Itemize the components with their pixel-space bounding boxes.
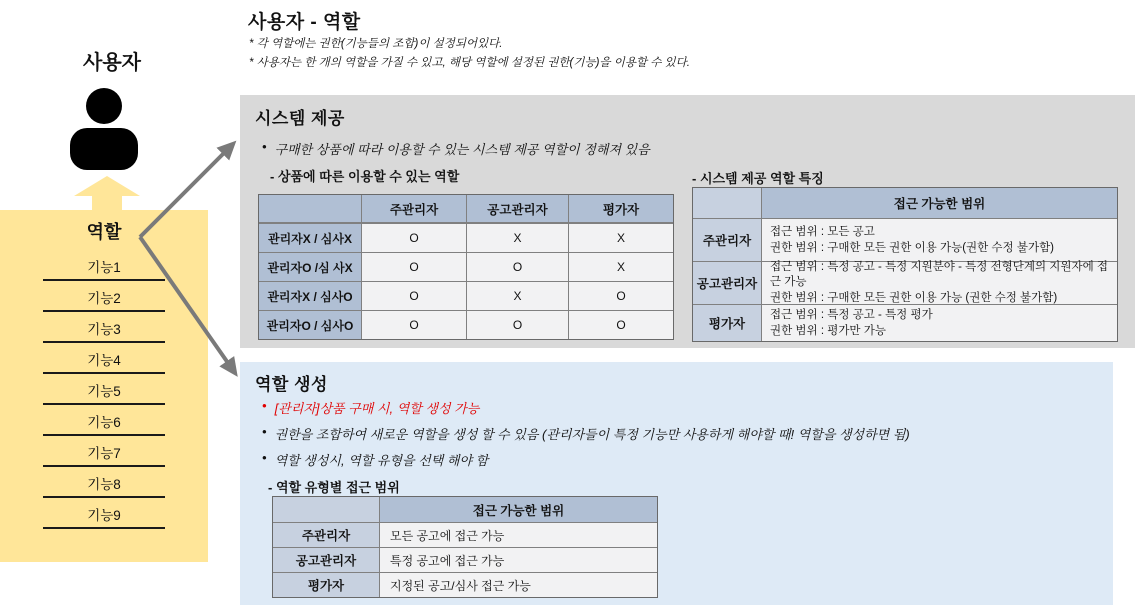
- page-title: 사용자 - 역할: [248, 12, 361, 33]
- function-item: 기능7: [43, 436, 165, 467]
- role-box-title: 역할: [86, 222, 122, 242]
- product-cell: O: [362, 282, 466, 310]
- create-panel-title: 역할 생성: [255, 375, 328, 394]
- feature-line: 권한 범위 : 구매한 모든 권한 이용 가능(권한 수정 불가함): [770, 241, 1055, 254]
- bullet-marker: •: [262, 450, 267, 465]
- feature-table-header: 접근 가능한 범위: [762, 188, 1117, 218]
- user-label: 사용자: [83, 52, 141, 74]
- type-row-label: 주관리자: [273, 523, 379, 547]
- function-item: 기능3: [43, 312, 165, 343]
- person-icon: [70, 88, 138, 170]
- feature-line: 접근 범위 : 특정 공고 - 특정 평가: [770, 308, 933, 321]
- function-item: 기능6: [43, 405, 165, 436]
- product-role-table: [258, 194, 674, 340]
- role-box: [0, 210, 208, 562]
- type-cell: 지정된 공고/심사 접근 가능: [380, 573, 657, 597]
- product-table-col-header: 공고관리자: [467, 195, 568, 222]
- bullet-marker: •: [262, 424, 267, 439]
- bullet-marker: •: [262, 398, 267, 413]
- system-panel-bullet: [262, 139, 650, 158]
- feature-row-label: 주관리자: [693, 219, 761, 261]
- feature-table-corner-cell: [693, 188, 761, 218]
- page-note-2: * 사용자는 한 개의 역할을 가질 수 있고, 해당 역할에 설정된 권한(기능)을 이용할 수 있다.: [249, 57, 690, 69]
- product-cell: X: [569, 224, 673, 252]
- product-cell: O: [467, 311, 568, 339]
- feature-row-label: 평가자: [693, 305, 761, 341]
- product-cell: O: [362, 224, 466, 252]
- function-item: 기능2: [43, 281, 165, 312]
- type-row-label: 공고관리자: [273, 548, 379, 572]
- up-arrow-icon: [74, 176, 140, 211]
- product-cell: O: [467, 253, 568, 281]
- feature-line: 권한 범위 : 평가만 가능: [770, 324, 886, 337]
- type-cell: 특정 공고에 접근 가능: [380, 548, 657, 572]
- feature-line: 접근 범위 : 특정 공고 - 특정 지원분야 - 특정 전형단계의 지원자에 접근 가능: [770, 261, 1109, 289]
- product-cell: X: [467, 282, 568, 310]
- feature-cell: [762, 262, 1117, 304]
- product-row-label: 관리자X / 심사O: [259, 282, 361, 310]
- product-table-col-header: 주관리자: [362, 195, 466, 222]
- product-table-caption: - 상품에 따른 이용할 수 있는 역할: [270, 169, 460, 184]
- product-cell: O: [362, 253, 466, 281]
- feature-cell: [762, 219, 1117, 261]
- create-panel-bullet-text: 권한을 조합하여 새로운 역할을 생성 할 수 있음 (관리자들이 특정 기능만 사용하게 해야할 때! 역할을 생성하면 됨): [274, 427, 910, 442]
- product-table-corner-cell: [259, 195, 361, 222]
- product-cell: X: [467, 224, 568, 252]
- system-panel-bullet-text: 구매한 상품에 따라 이용할 수 있는 시스템 제공 역할이 정해져 있음: [274, 142, 650, 157]
- function-item: 기능1: [43, 250, 165, 281]
- product-cell: O: [569, 282, 673, 310]
- role-type-table: [272, 496, 658, 598]
- feature-cell: [762, 305, 1117, 341]
- feature-line: 권한 범위 : 구매한 모든 권한 이용 가능 (권한 수정 불가함): [770, 291, 1058, 304]
- type-table-caption: - 역할 유형별 접근 범위: [268, 480, 400, 495]
- feature-table-caption: - 시스템 제공 역할 특징: [692, 171, 824, 186]
- create-panel-bullet: [262, 424, 910, 443]
- function-item: 기능9: [43, 498, 165, 529]
- function-list: [0, 250, 208, 529]
- product-cell: O: [362, 311, 466, 339]
- page-notes: [249, 35, 690, 73]
- feature-row-label: 공고관리자: [693, 262, 761, 304]
- product-cell: X: [569, 253, 673, 281]
- page-note-1: * 각 역할에는 권한(기능들의 조합)이 설정되어있다.: [249, 38, 503, 50]
- create-panel-bullet-text: 역할 생성시, 역할 유형을 선택 해야 함: [274, 453, 489, 468]
- function-item: 기능8: [43, 467, 165, 498]
- type-table-header: 접근 가능한 범위: [380, 497, 657, 522]
- type-cell: 모든 공고에 접근 가능: [380, 523, 657, 547]
- create-panel-bullet-text: [관리자]상품 구매 시, 역할 생성 가능: [274, 401, 480, 416]
- product-cell: O: [569, 311, 673, 339]
- system-panel-title: 시스템 제공: [255, 109, 345, 128]
- product-row-label: 관리자O / 심사O: [259, 311, 361, 339]
- product-table-col-header: 평가자: [569, 195, 673, 222]
- feature-line: 접근 범위 : 모든 공고: [770, 225, 875, 238]
- bullet-marker: •: [262, 139, 267, 154]
- product-row-label: 관리자O /심 사X: [259, 253, 361, 281]
- system-role-feature-table: [692, 187, 1118, 342]
- function-item: 기능5: [43, 374, 165, 405]
- type-table-corner-cell: [273, 497, 379, 522]
- create-panel-bullet: [262, 450, 488, 469]
- function-item: 기능4: [43, 343, 165, 374]
- type-row-label: 평가자: [273, 573, 379, 597]
- product-row-label: 관리자X / 심사X: [259, 224, 361, 252]
- create-panel-bullet: [262, 398, 479, 417]
